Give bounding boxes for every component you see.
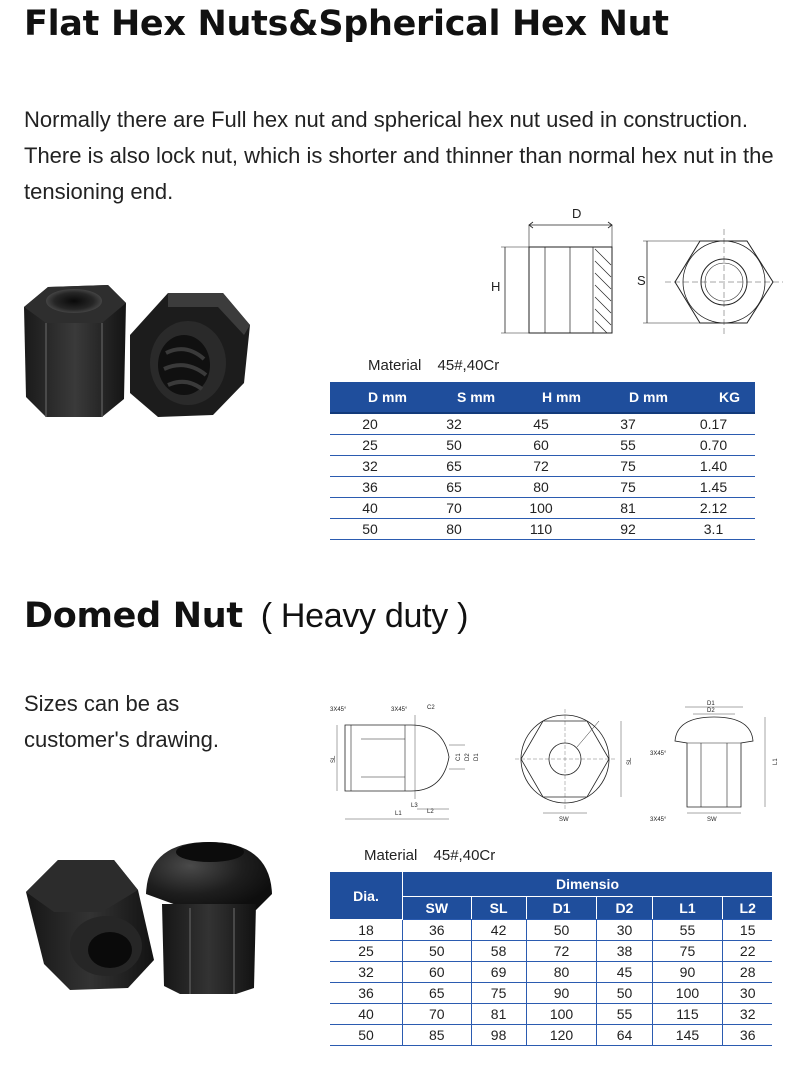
cell-kg: 1.45	[672, 477, 755, 498]
dim-label-h: H	[491, 279, 501, 294]
cell-kg: 3.1	[672, 519, 755, 540]
dim-label: 3X45°	[650, 817, 667, 823]
cell-d2: 55	[584, 435, 672, 456]
cell-dia: 36	[330, 983, 403, 1004]
cell-sl: 42	[471, 920, 526, 941]
section2-title	[24, 596, 468, 636]
cell-l2: 22	[723, 941, 772, 962]
header-cell: D2	[597, 897, 652, 920]
cell-d2: 37	[584, 413, 672, 435]
cell-d2: 75	[584, 477, 672, 498]
table-header-row	[330, 382, 755, 413]
domed-nut-spec-table	[330, 872, 772, 1046]
header-cell: D mm	[629, 389, 668, 405]
dim-label: SL	[331, 755, 337, 763]
hex-nuts-photo	[18, 265, 263, 425]
cell-sl: 58	[471, 941, 526, 962]
cell-dia: 18	[330, 920, 403, 941]
cell-s: 65	[410, 477, 498, 498]
cell-sl: 98	[471, 1025, 526, 1046]
table-header-row	[330, 872, 772, 897]
dim-label: D1	[474, 753, 480, 761]
cell-l2: 32	[723, 1004, 772, 1025]
cell-d: 50	[330, 519, 410, 540]
cell-d: 20	[330, 413, 410, 435]
table-row	[330, 962, 772, 983]
cell-d2: 75	[584, 456, 672, 477]
cell-dia: 32	[330, 962, 403, 983]
cell-l1: 100	[652, 983, 723, 1004]
cell-h: 72	[498, 456, 584, 477]
cell-d2: 50	[597, 983, 652, 1004]
cell-d2: 64	[597, 1025, 652, 1046]
dim-label: SW	[707, 817, 717, 823]
cell-h: 80	[498, 477, 584, 498]
cell-h: 60	[498, 435, 584, 456]
paragraph-line: Normally there are Full hex nut and spherical hex nut used in construction.	[24, 107, 748, 132]
cell-sw: 65	[403, 983, 472, 1004]
domed-nut-drawings	[325, 695, 795, 830]
section2-title-bold: Domed Nut	[24, 596, 243, 636]
cell-sw: 60	[403, 962, 472, 983]
cell-l1: 115	[652, 1004, 723, 1025]
cell-sl: 69	[471, 962, 526, 983]
section2-title-light: ( Heavy duty )	[260, 597, 469, 635]
header-cell-dia: Dia.	[330, 872, 403, 920]
dim-label-d: D	[572, 206, 582, 221]
dim-label: SW	[559, 817, 569, 823]
cell-kg: 2.12	[672, 498, 755, 519]
header-cell: L2	[723, 897, 772, 920]
domed-nuts-photo	[18, 838, 288, 998]
section2-paragraph	[24, 686, 219, 758]
cell-d2: 30	[597, 920, 652, 941]
cell-d2: 92	[584, 519, 672, 540]
section1-paragraph	[24, 102, 794, 210]
cell-s: 65	[410, 456, 498, 477]
cell-kg: 1.40	[672, 456, 755, 477]
paragraph-line: There is also lock nut, which is shorter and thinner than normal hex nut in the	[24, 143, 774, 168]
header-cell-group: Dimensio	[403, 872, 773, 897]
cell-h: 100	[498, 498, 584, 519]
cell-d: 32	[330, 456, 410, 477]
cell-s: 50	[410, 435, 498, 456]
cell-sw: 50	[403, 941, 472, 962]
header-cell: KG	[719, 389, 740, 405]
dim-label: 3X45°	[330, 707, 347, 713]
cell-d2: 55	[597, 1004, 652, 1025]
cell-l2: 30	[723, 983, 772, 1004]
cell-dia: 25	[330, 941, 403, 962]
table-row	[330, 435, 755, 456]
header-cell: L1	[652, 897, 723, 920]
table-row	[330, 983, 772, 1004]
table-row	[330, 498, 755, 519]
dim-label: 3X45°	[650, 751, 667, 757]
cell-l1: 55	[652, 920, 723, 941]
cell-kg: 0.17	[672, 413, 755, 435]
cell-l1: 75	[652, 941, 723, 962]
cell-sw: 85	[403, 1025, 472, 1046]
cell-d1: 120	[526, 1025, 597, 1046]
dim-label: C1	[456, 753, 462, 761]
cell-s: 70	[410, 498, 498, 519]
table-row	[330, 920, 772, 941]
header-cell: SW	[403, 897, 472, 920]
cell-l2: 36	[723, 1025, 772, 1046]
cell-dia: 40	[330, 1004, 403, 1025]
header-cell: D1	[526, 897, 597, 920]
material-value: 45#,40Cr	[433, 847, 496, 864]
cell-d1: 90	[526, 983, 597, 1004]
dim-label: L1	[773, 758, 779, 765]
hex-nut-drawing	[485, 205, 790, 340]
table-row	[330, 1025, 772, 1046]
table-row	[330, 941, 772, 962]
cell-d1: 50	[526, 920, 597, 941]
cell-l2: 28	[723, 962, 772, 983]
table-row	[330, 413, 755, 435]
header-cell: S mm	[457, 389, 496, 405]
paragraph-line: tensioning end.	[24, 179, 174, 204]
dim-label: L1	[395, 811, 402, 817]
header-cell: D mm	[368, 389, 407, 405]
cell-sw: 36	[403, 920, 472, 941]
cell-l1: 90	[652, 962, 723, 983]
header-cell: H mm	[542, 389, 581, 405]
cell-sl: 81	[471, 1004, 526, 1025]
material-note	[364, 847, 495, 864]
dim-label: D2	[707, 708, 715, 714]
cell-d: 36	[330, 477, 410, 498]
cell-d1: 80	[526, 962, 597, 983]
header-cell: SL	[471, 897, 526, 920]
cell-d2: 81	[584, 498, 672, 519]
paragraph-line: Sizes can be as	[24, 691, 180, 716]
cell-d1: 72	[526, 941, 597, 962]
cell-d2: 38	[597, 941, 652, 962]
material-value: 45#,40Cr	[437, 357, 500, 374]
cell-d2: 45	[597, 962, 652, 983]
table-row	[330, 477, 755, 498]
hex-nut-spec-table	[330, 382, 755, 540]
cell-d1: 100	[526, 1004, 597, 1025]
paragraph-line: customer's drawing.	[24, 727, 219, 752]
material-label: Material	[364, 847, 418, 864]
table-row	[330, 1004, 772, 1025]
cell-sl: 75	[471, 983, 526, 1004]
dim-label: 3X45°	[391, 707, 408, 713]
dim-label-s: S	[637, 273, 646, 288]
dim-label: D2	[465, 753, 471, 761]
cell-l1: 145	[652, 1025, 723, 1046]
material-note	[368, 357, 499, 374]
dim-label: SL	[627, 757, 633, 765]
cell-kg: 0.70	[672, 435, 755, 456]
material-label: Material	[368, 357, 422, 374]
cell-sw: 70	[403, 1004, 472, 1025]
dim-label: L3	[411, 803, 418, 809]
cell-s: 32	[410, 413, 498, 435]
table-row	[330, 519, 755, 540]
dim-label: C2	[427, 705, 435, 711]
dim-label: D1	[707, 701, 715, 707]
cell-d: 40	[330, 498, 410, 519]
cell-s: 80	[410, 519, 498, 540]
section1-title: Flat Hex Nuts&Spherical Hex Nut	[24, 4, 669, 44]
cell-h: 110	[498, 519, 584, 540]
table-row	[330, 456, 755, 477]
cell-dia: 50	[330, 1025, 403, 1046]
cell-d: 25	[330, 435, 410, 456]
cell-l2: 15	[723, 920, 772, 941]
cell-h: 45	[498, 413, 584, 435]
dim-label: L2	[427, 809, 434, 815]
